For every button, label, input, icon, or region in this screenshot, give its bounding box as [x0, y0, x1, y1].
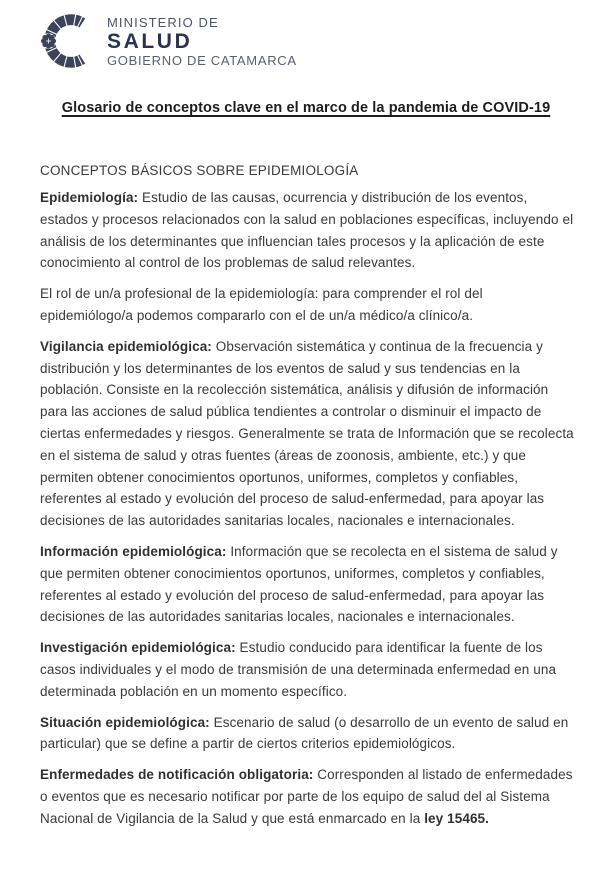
term-bold: Situación epidemiológica:	[40, 714, 210, 730]
tail-bold: ley 15465.	[424, 810, 490, 826]
paragraph-epidemiologia	[40, 187, 577, 274]
paragraph-vigilancia-epidemiologica	[40, 336, 577, 532]
paragraph-rol-profesional	[40, 283, 577, 327]
logo-text-block	[107, 14, 297, 69]
rosette	[41, 33, 57, 49]
paragraph-situacion-epidemiologica	[40, 712, 577, 756]
definition-text: Escenario de salud (o desarrollo de un evento de salud en particular) que se define a partir de ciertos criterios epidemiológicos.	[40, 714, 569, 752]
definition-text: Estudio conducido para identificar la fuente de los casos individuales y el modo de transmisión de una determinada enfermedad en una determinada población en un momento específico.	[40, 640, 557, 699]
term-bold: Epidemiología:	[40, 190, 139, 205]
section-heading: CONCEPTOS BÁSICOS SOBRE EPIDEMIOLOGÍA	[40, 163, 359, 178]
catamarca-c-logo-icon	[40, 10, 102, 72]
logo-gobierno-catamarca: GOBIERNO DE CATAMARCA	[107, 52, 297, 68]
logo-salud: SALUD	[107, 30, 193, 54]
term-bold: Enfermedades de notificación obligatoria:	[40, 767, 314, 783]
logo-ministerio-de: MINISTERIO DE	[107, 14, 219, 30]
definition-text: Observación sistemática y continua de la frecuencia y distribución y los determinantes de los eventos de salud y sus tendencias en la población. Consiste en la recolección sistemática, análisis y difusión de información para las acciones de salud pública tendientes a controlar o disminuir el impacto de ciertas enfermedades y riesgos. Generalmente se trata de Información que se recolecta en el sistema de salud y otras fuentes (áreas de zoonosis, ambiente, etc.) y que permiten obtener conocimientos oportunos, uniformes, completos y confiables, referentes al estado y evolución del proceso de salud-enfermedad, para apoyar las decisiones de las autoridades sanitarias locales, nacionales e internacionales.	[40, 338, 574, 529]
definition-text: El rol de un/a profesional de la epidemiología: para comprender el rol del epidemiólogo/a podemos compararlo con el de un/a médico/a clínico/a.	[40, 286, 483, 323]
term-bold: Vigilancia epidemiológica:	[40, 338, 212, 354]
paragraph-enfermedades-notificacion	[40, 764, 577, 829]
paragraph-informacion-epidemiologica	[40, 541, 577, 628]
definition-text: Estudio de las causas, ocurrencia y distribución de los eventos, estados y procesos relacionados con la salud en poblaciones específicas, incluyendo el análisis de los determinantes que influencian tales procesos y la aplicación de este conocimiento al control de los problemas de salud relevantes.	[40, 190, 574, 271]
term-bold: Información epidemiológica:	[40, 543, 227, 559]
document-title: Glosario de conceptos clave en el marco de la pandemia de COVID-19	[61, 100, 551, 116]
definition-text: Información que se recolecta en el sistema de salud y que permiten obtener conocimientos oportunos, uniformes, completos y confiables, referentes al estado y evolución del proceso de salud-enfermedad, para apoyar las decisiones de las autoridades sanitarias locales, nacionales e internacionales.	[40, 543, 558, 625]
ministry-header	[40, 10, 572, 72]
term-bold: Investigación epidemiológica:	[40, 640, 236, 656]
definition-text: Corresponden al listado de enfermedades o eventos que es necesario notificar por parte de los equipo de salud del al Sistema Nacional de Vigilancia de la Salud y que está enmarcado en la	[40, 767, 573, 826]
paragraph-investigacion-epidemiologica	[40, 637, 577, 702]
